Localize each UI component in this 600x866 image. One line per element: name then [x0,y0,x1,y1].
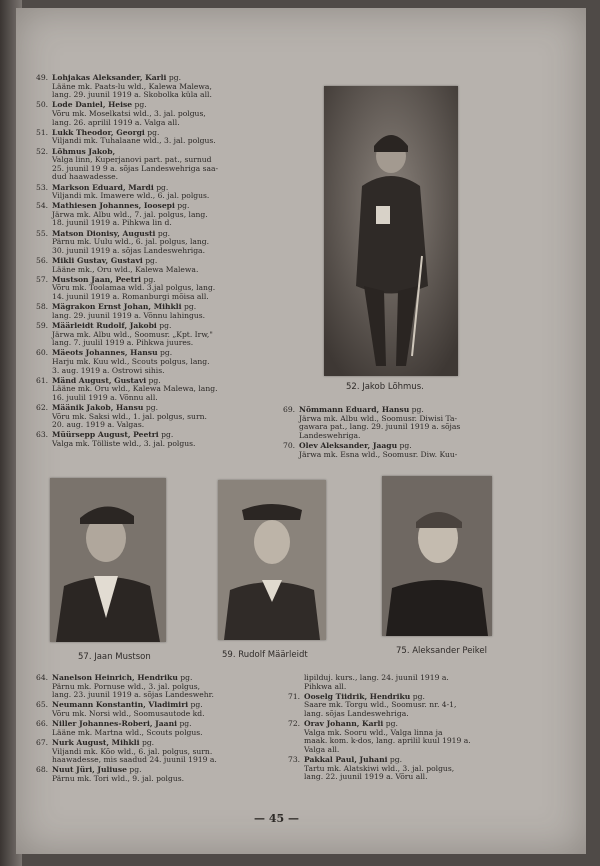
entry-detail-line: lipilduj. kurs., lang. 24. juunil 1919 a. [304,674,449,682]
entry-name: Pakkal Paul, Juhani [304,755,388,765]
entry-item [36,739,304,765]
bottom-right-entry-list [288,674,574,784]
entry-name: Nurk August, Mihkli [52,737,140,747]
entry-detail-line: Landeswehriga. [299,431,361,440]
entry-detail-line: lang. sõjas Landeswehriga. [304,709,409,718]
portrait-aleksander-peikel [382,476,492,636]
entry-number: 69. [283,405,296,414]
entry-suffix: pg. [134,100,147,110]
entry-number: 58. [36,302,49,312]
book-page [16,8,586,854]
right-entry-list [283,406,573,461]
entry-suffix: pg. [411,405,424,414]
entry-detail-line: Lääne mk. Paats-lu wld., Kalewa Malewa, [52,82,212,91]
entry-name: Markson Eduard, Mardi [52,182,154,192]
entry-heading [36,129,308,138]
entry-detail-line: Valga mk. Sooru wld., Valga linna ja [304,728,443,737]
entry-suffix: pg. [168,73,182,82]
entry-heading [36,303,308,312]
entry-detail-line: Lääne mk. Martna wld., Scouts polgus. [52,728,203,737]
entry-item [36,349,308,375]
entry-name: Nuut Jüri, Juliuse [52,765,127,775]
entry-suffix: pg. [147,127,160,137]
entry-detail-line: lang. 23. juunil 1919 a. sõjas Landeswehr. [52,691,214,700]
entry-name: Lukk Theodor, Georgi [52,127,145,137]
portrait-jakob-lohmus [324,86,458,376]
entry-item [36,766,304,783]
entry-name: Mikli Gustav, Gustavi [52,256,143,266]
entry-item [288,720,574,754]
entry-name: Mustson Jaan, Peetri [52,274,142,284]
entry-suffix: pg. [161,430,174,440]
entry-suffix: pg. [180,673,193,682]
entry-heading [36,230,308,239]
entry-number: 67. [36,737,49,747]
entry-name: Mäeots Johannes, Hansu [52,348,158,358]
entry-number: 50. [36,100,49,110]
entry-heading [36,377,308,386]
entry-item [288,756,574,782]
entry-heading [36,766,304,775]
entry-heading [36,202,308,211]
entry-suffix: pg. [159,320,172,330]
entry-name: Orav Johann, Karli [304,719,384,729]
entry-heading [36,349,308,358]
entry-detail-line: 30. juunil 1919 a. sõjas Landeswehriga. [52,246,206,255]
entry-detail-line: Järwa mk. Albu wld., Soomusr. Diwisi Ta- [299,414,458,423]
entry-detail-line: Pärnu mk. Tori wld., 9. jal. polgus. [52,774,185,783]
entry-name: Müürsepp August, Peetri [52,430,159,440]
entry-detail-line: Saare mk. Torgu wld., Soomusr. nr. 4-1, [304,701,457,710]
entry-item [36,129,308,146]
entry-heading [36,404,308,413]
entry-number: 56. [36,256,49,266]
entry-number: 71. [288,691,301,701]
entry-suffix: pg. [385,719,398,729]
entry-number: 51. [36,127,49,137]
entry-name: Lode Daniel, Heise [52,100,133,110]
entry-detail-line: 3. aug. 1919 a. Ostrowi sihis. [52,366,165,375]
caption-rudolf: 59. Rudolf Määrleidt [222,650,308,660]
entry-name: Nõmmann Eduard, Hansu [299,405,410,414]
entry-name: Mathiesen Johannes, Ioosepi [52,201,175,211]
entry-heading [36,674,304,683]
entry-item [36,276,308,302]
entry-detail-line: dud haawadesse. [52,173,119,182]
entry-detail-line: 18. juunil 1919 a. Pihkwa lin d. [52,219,172,228]
entry-detail-line: lang. 26. aprilil 1919 a. Valga all. [52,118,180,127]
entry-item [36,674,304,700]
entry-name: Ooselg Tiidrik, Hendriku [304,691,411,701]
entry-heading [283,442,573,451]
entry-item [36,257,308,274]
caption-jakob: 52. Jakob Lõhmus. [346,382,424,392]
entry-suffix: pg. [183,302,197,312]
entry-name: Lõhmus Jakob, [52,146,116,156]
entry-heading [36,257,308,266]
entry-number: 72. [288,719,301,729]
entry-detail-line: Valga linn, Kuperjanovi part. pat., surnud [52,156,212,165]
portrait-jaan-mustson [50,478,166,642]
entry-detail-line: Tartu mk. Alatskiwi wld., 3. jal. polgus, [304,764,455,773]
entry-number: 68. [36,765,49,775]
entry-number: 63. [36,430,49,440]
left-entry-list [36,74,308,450]
entry-item [36,431,308,448]
entry-detail-line: Pihkwa all. [304,682,347,691]
entry-detail-line: Võru mk. Moselkatsi wld., 3. jal. polgus, [52,109,206,118]
entry-detail-line: lang. 7. juulil 1919 a. Pihkwa juures. [52,339,194,348]
entry-heading [36,720,304,729]
entry-suffix: pg. [190,700,203,710]
entry-suffix: pg. [412,691,425,701]
entry-detail-line: Järwa mk. Esna wld., Soomusr. Diw. Kuu- [299,450,458,459]
entry-name: Neumann Konstantin, Vladimiri [52,700,189,710]
entry-number: 66. [36,719,49,729]
entry-suffix: pg. [129,765,142,775]
entry-detail-line: haawadesse, mis saadud 24. juunil 1919 a. [52,756,217,765]
entry-detail-line: Viljandi mk. Imawere wld., 6. jal. polgus. [52,192,210,201]
entry-heading [36,148,308,157]
entry-number: 52. [36,146,49,156]
entry-item [36,303,308,320]
entry-heading [288,693,574,702]
entry-detail-line: lang. 29. juunil 1919 a. Võnnu lahingus. [52,311,206,320]
entry-detail-line: maak. kom. k-dos, lang. aprilil kuul 1919 a. [304,737,471,746]
entry-name: Niller Johannes-Roberi, Jaani [52,719,178,729]
caption-aleksander: 75. Aleksander Peikel [396,646,488,656]
entry-item [283,442,573,459]
entry-item [36,202,308,228]
entry-detail-line: Valga mk. Tölliste wld., 3. jal. polgus. [52,440,196,449]
entry-item [288,693,574,719]
entry-suffix: pg. [143,274,156,284]
entry-suffix: pg. [145,403,158,413]
entry-item [36,74,308,100]
entry-item [36,230,308,256]
entry-item [36,322,308,348]
entry-name: Matson Dionisy, Augusti [52,228,156,238]
entry-heading [283,406,573,415]
entry-number: 53. [36,182,49,192]
entry-item [36,404,308,430]
entry-suffix: pg. [160,348,173,358]
entry-detail-line: Järwa mk. Albu wld., 7. jal. polgus, lang. [52,210,208,219]
entry-name: Olev Aleksander, Jaagu [299,440,398,450]
entry-heading [288,720,574,729]
entry-item [36,377,308,403]
entry-suffix: pg. [177,201,190,211]
entry-detail-line: Lääne mk., Oru wld., Kalewa Malewa. [52,265,199,274]
entry-item [36,720,304,737]
entry-number: 73. [288,755,301,765]
bottom-left-entry-list [36,674,304,785]
entry-name: Määnik Jakob, Hansu [52,403,144,413]
entry-suffix: pg. [156,182,169,192]
entry-detail-line: gawara pat., lang. 29. juunil 1919 a. sõjas [299,423,461,432]
entry-item [36,184,308,201]
entry-item [283,406,573,440]
entry-suffix: pg. [157,228,171,238]
entry-name: Mänd August, Gustavi [52,375,147,385]
entry-heading [36,431,308,440]
entry-detail-line: Viljandi mk. Kõo wld., 6. jal. polgus, surn. [52,747,213,756]
entry-suffix: pg. [389,755,403,765]
entry-detail-line: Järwa mk. Albu wld., Soomusr. „Kpt. Irw," [52,330,213,339]
entry-item [36,148,308,182]
entry-detail-line: Lääne mk. Oru wld., Kalewa Malewa, lang. [52,385,218,394]
entry-detail-line: Harju mk. Kuu wld., Scouts polgus, lang. [52,357,210,366]
entry-detail-line: Pärnu mk. Pornuse wld., 3. jal. polgus, [52,682,201,691]
entry-heading [36,184,308,193]
entry-heading [36,701,304,710]
entry-suffix: pg. [399,440,412,450]
entry-detail-line: Võru mk. Toolamaa wld. 3.jal polgus, lang. [52,284,216,293]
entry-detail-line: Valga all. [304,745,340,754]
entry-heading [36,74,308,83]
entry-name: Mägrakon Ernst Johan, Mihkli [52,302,182,312]
page-number: — 45 — [254,812,299,825]
caption-jaan: 57. Jaan Mustson [78,652,151,662]
entry-number: 55. [36,228,49,238]
entry-name: Määrleidt Rudolf, Jakobi [52,320,157,330]
entry-number: 61. [36,375,49,385]
entry-name: Lohjakas Aleksander, Karli [52,73,167,82]
entry-detail-line: 25. juunil 19 9 a. sõjas Landeswehriga saa- [52,164,219,173]
entry-detail-line: lang. 22. juunil 1919 a. Võru all. [304,773,428,782]
entry-suffix: pg. [141,737,155,747]
entry-name: Nanelson Heinrich, Hendriku [52,673,178,682]
entry-item [36,101,308,127]
entry-number: 49. [36,73,49,82]
entry-detail-line: Pärnu mk. Uulu wld., 6. jal. polgus, lang. [52,238,210,247]
entry-number: 54. [36,201,49,211]
entry-heading [36,739,304,748]
entry-detail-line: 14. juunil 1919 a. Romanburgi mõisa all. [52,293,209,301]
entry-detail-line: lang. 29. juunil 1919 a. Skobolka küla all. [52,91,212,100]
entry-detail-line: 20. aug. 1919 a. Valgas. [52,421,145,430]
entry-detail-line: Võru mk. Saksi wld., 1. jal. polgus, surn. [52,412,207,421]
entry-number: 70. [283,440,296,450]
entry-number: 57. [36,274,49,284]
portrait-rudolf-maarleidt [218,480,326,640]
entry-number: 65. [36,700,49,710]
entry-number: 59. [36,320,49,330]
entry-number: 64. [36,673,49,682]
entry-detail-line: Viljandi mk. Tuhalaane wld., 3. jal. polgus. [52,137,216,146]
entry-heading [36,276,308,285]
entry-number: 62. [36,403,49,413]
entry-suffix: pg. [145,256,158,266]
entry-heading [288,756,574,765]
entry-detail-line: 16. juulil 1919 a. Võnnu all. [52,393,158,402]
entry-heading [36,322,308,331]
entry-suffix: pg. [179,719,192,729]
entry-number: 60. [36,348,49,358]
entry-heading [36,101,308,110]
entry-detail-line: Võru mk. Norsi wld., Soomusautode kd. [52,709,205,718]
entry-item [288,674,574,691]
entry-suffix: pg. [148,375,161,385]
entry-item [36,701,304,718]
